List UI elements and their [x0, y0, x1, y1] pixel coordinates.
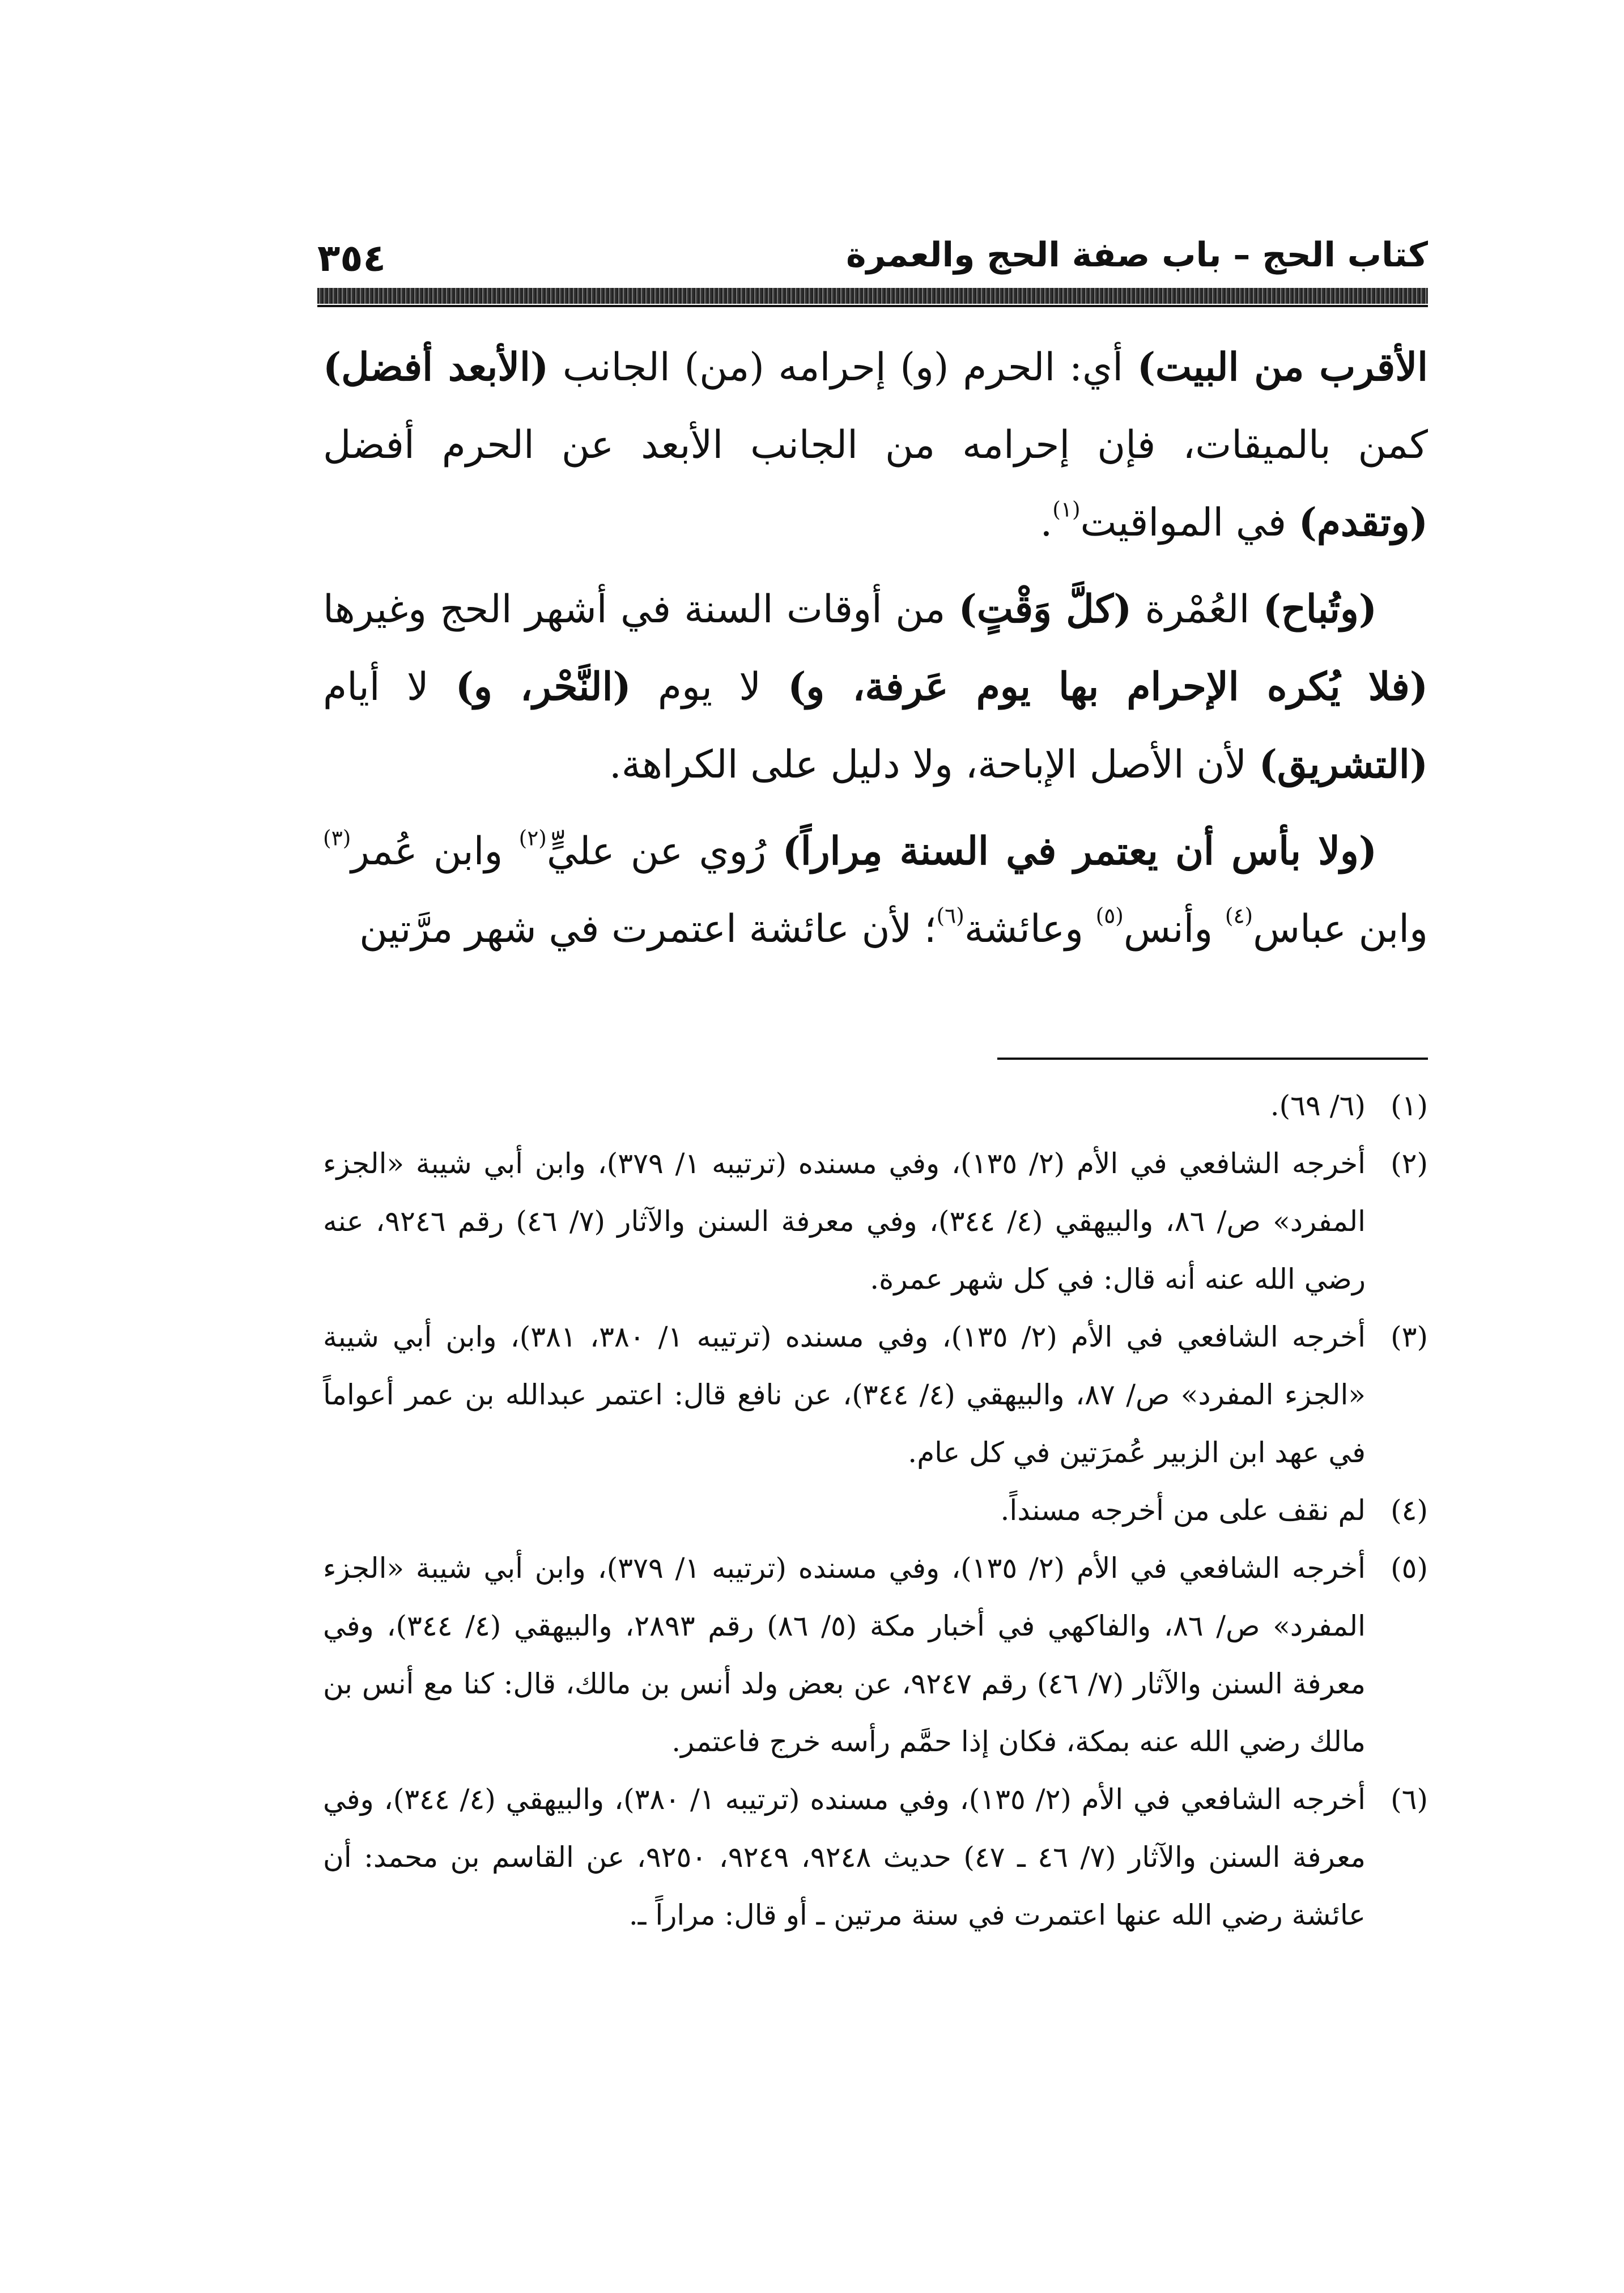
commentary-text: العُمْرة	[1132, 587, 1263, 632]
footnote-marker: (٤)	[1225, 903, 1253, 928]
commentary-text: لأن الأصل الإباحة، ولا دليل على الكراهة.	[609, 742, 1259, 787]
matn-text: (التشريق)	[1259, 742, 1428, 787]
commentary-text: من أوقات السنة في أشهر الحج وغيرها	[323, 587, 959, 632]
chapter-title: كتاب الحج – باب صفة الحج والعمرة	[846, 235, 1428, 275]
commentary-text: .	[1040, 500, 1053, 545]
footnote-2	[323, 1135, 1428, 1308]
commentary-text: وابن عُمر	[351, 829, 519, 874]
footnote-number: (٥)	[1391, 1552, 1428, 1585]
footnote-number: (١)	[1391, 1089, 1428, 1122]
matn-text: (كلَّ وَقْتٍ)	[958, 587, 1132, 632]
commentary-text: لا يوم	[631, 665, 788, 710]
running-header	[317, 227, 1428, 283]
paragraph-1	[323, 329, 1428, 562]
matn-text: (وتقدم)	[1298, 500, 1428, 545]
commentary-text: أي: الحرم (و) إحرامه (من) الجانب	[549, 345, 1137, 390]
paragraph-3	[323, 813, 1428, 968]
footnote-3	[323, 1308, 1428, 1481]
commentary-text: رُوي عن عليٍّ	[546, 829, 783, 874]
footnote-text: أخرجه الشافعي في الأم (٢/ ١٣٥)، وفي مسنده (ترتيبه ١/ ٣٧٩)، وابن أبي شيبة «الجزء المفرد» ص/ ٨٦، والبيهقي (٤/ ٣٤٤)، وفي معرفة السنن والآثار (٧/ ٤٦) رقم ٩٢٤٦، عنه رضي الله عنه أنه قال: في كل شهر عمرة.	[323, 1147, 1366, 1296]
footnote-text: أخرجه الشافعي في الأم (٢/ ١٣٥)، وفي مسنده (ترتيبه ١/ ٣٧٩)، وابن أبي شيبة «الجزء المفرد» ص/ ٨٦، والفاكهي في أخبار مكة (٥/ ٨٦) رقم ٢٨٩٣، والبيهقي (٤/ ٣٤٤)، وفي معرفة السنن والآثار (٧/ ٤٦) رقم ٩٢٤٧، عن بعض ولد أنس بن مالك، قال: كنا مع أنس بن مالك رضي الله عنه بمكة، فكان إذا حمَّم رأسه خرج فاعتمر.	[323, 1552, 1366, 1758]
matn-text: (ولا بأس أن يعتمر في السنة مِراراً)	[782, 829, 1377, 874]
footnote-text: (٦/ ٦٩).	[1270, 1089, 1366, 1122]
footnote-marker: (٥)	[1095, 903, 1124, 928]
footnote-number: (٢)	[1391, 1147, 1428, 1180]
main-text	[323, 329, 1428, 977]
matn-text: الأقرب من البيت)	[1137, 345, 1428, 390]
page-number: ٣٥٤	[317, 236, 386, 280]
matn-text: (النَّحْر، و)	[455, 664, 631, 710]
commentary-text: وابن عباس	[1253, 907, 1428, 952]
footnote-text: أخرجه الشافعي في الأم (٢/ ١٣٥)، وفي مسنده (ترتيبه ١/ ٣٨٠، ٣٨١)، وابن أبي شيبة «الجزء المفرد» ص/ ٨٧، والبيهقي (٤/ ٣٤٤)، عن نافع قال: اعتمر عبدالله بن عمر أعواماً في عهد ابن الزبير عُمرَتين في كل عام.	[323, 1320, 1366, 1469]
footnote-marker: (٣)	[323, 825, 351, 851]
paragraph-2	[323, 571, 1428, 804]
footnote-number: (٦)	[1391, 1783, 1428, 1816]
footnote-5	[323, 1539, 1428, 1770]
footnotes	[323, 1077, 1428, 1944]
commentary-text: وأنس	[1123, 907, 1225, 952]
commentary-text: كمن بالميقات، فإن إحرامه من الجانب الأبعد عن الحرم أفضل	[323, 423, 1428, 468]
commentary-text: لا أيام	[323, 665, 456, 710]
footnote-4	[323, 1481, 1428, 1539]
footnote-marker: (١)	[1052, 496, 1081, 522]
header-rule	[317, 288, 1428, 304]
footnote-text: أخرجه الشافعي في الأم (٢/ ١٣٥)، وفي مسنده (ترتيبه ١/ ٣٨٠)، والبيهقي (٤/ ٣٤٤)، وفي معرفة السنن والآثار (٧/ ٤٦ ـ ٤٧) حديث ٩٢٤٨، ٩٢٤٩، ٩٢٥٠، عن القاسم بن محمد: أن عائشة رضي الله عنها اعتمرت في سنة مرتين ـ أو قال: مراراً ـ.	[323, 1783, 1366, 1931]
matn-text: (الأبعد أفضل)	[323, 345, 549, 390]
matn-text: (فلا يُكره الإحرام بها يوم عَرفة، و)	[788, 664, 1428, 710]
footnote-marker: (٦)	[936, 903, 964, 928]
commentary-text: وعائشة	[964, 907, 1096, 952]
footnote-1	[323, 1077, 1428, 1135]
footnote-marker: (٢)	[518, 825, 547, 851]
footnote-number: (٣)	[1391, 1320, 1428, 1353]
commentary-text: ؛ لأن عائشة اعتمرت في شهر مرَّتين	[359, 907, 937, 952]
footnote-6	[323, 1770, 1428, 1944]
footnote-text: لم نقف على من أخرجه مسنداً.	[1000, 1494, 1366, 1527]
footnote-number: (٤)	[1391, 1494, 1428, 1527]
matn-text: (وتُباح)	[1262, 587, 1377, 632]
commentary-text: في المواقيت	[1080, 500, 1299, 545]
footnote-separator	[997, 1058, 1428, 1060]
